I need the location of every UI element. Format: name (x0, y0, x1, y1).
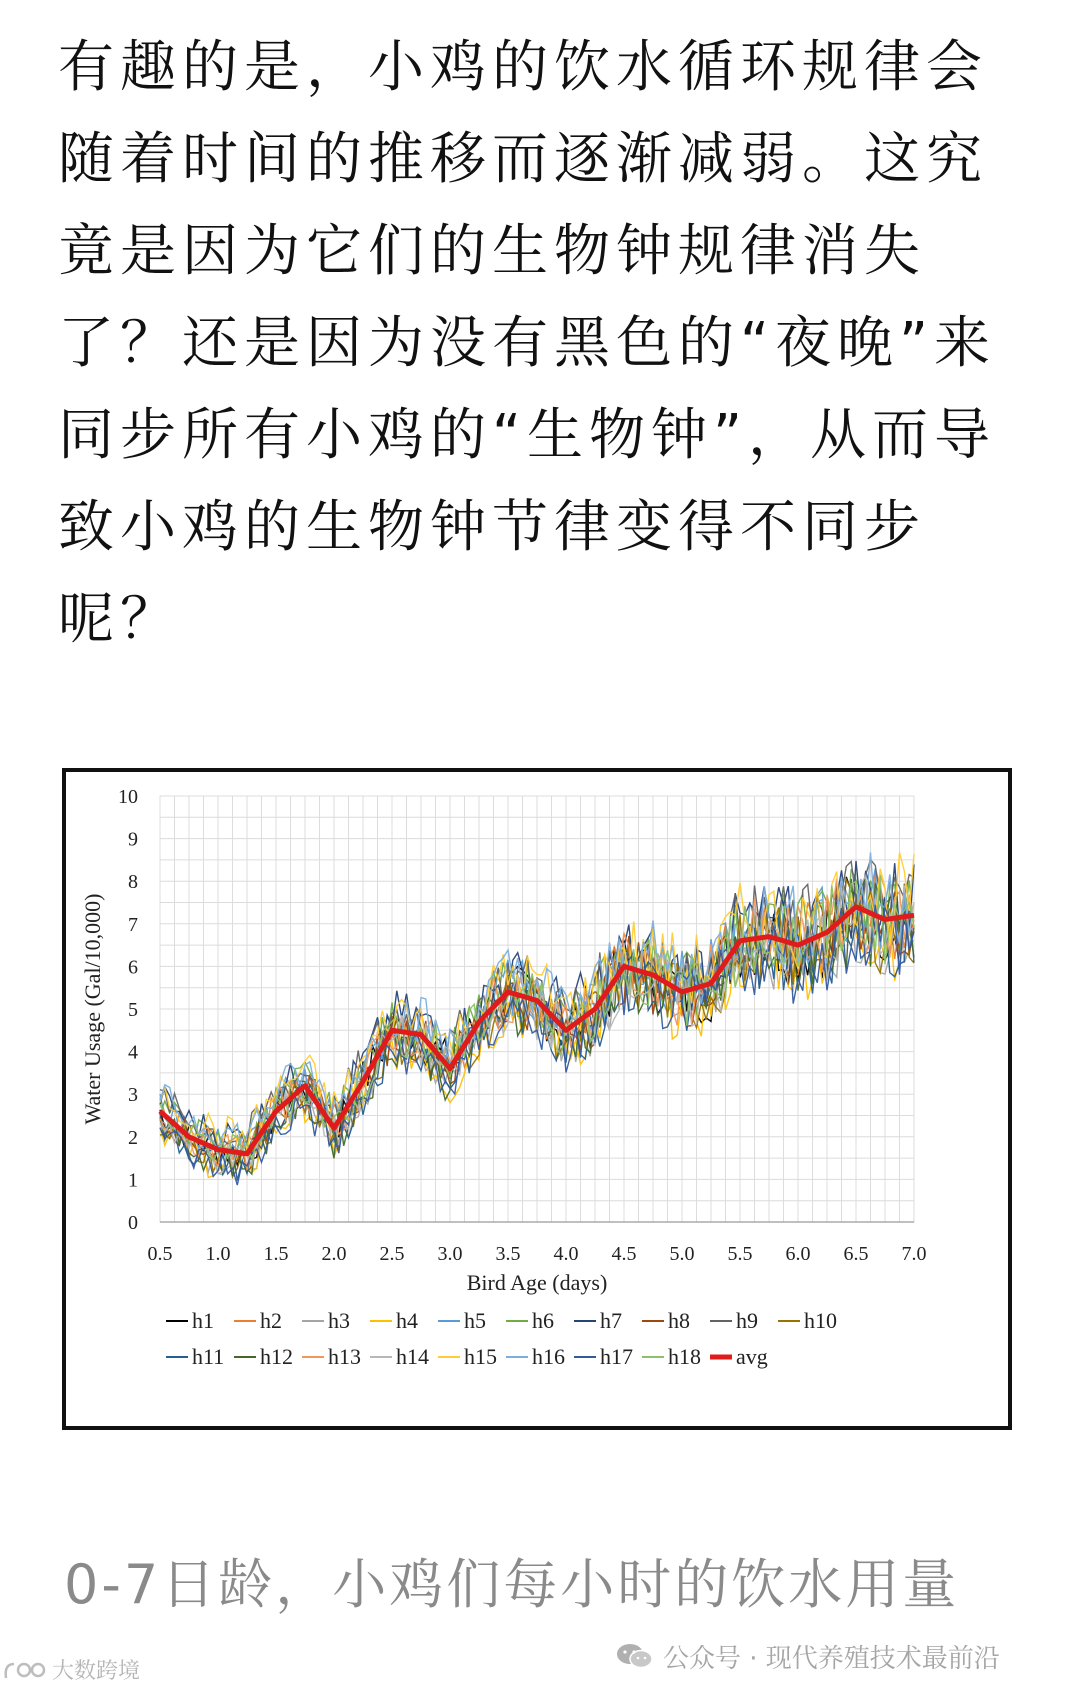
x-tick-label: 7.0 (901, 1243, 927, 1265)
legend-label-h11: h11 (192, 1344, 225, 1369)
y-tick-label: 10 (118, 786, 138, 808)
legend-label-h5: h5 (464, 1308, 486, 1333)
y-tick-label: 4 (128, 1041, 138, 1064)
legend-label-h12: h12 (260, 1344, 293, 1369)
legend-label-h18: h18 (668, 1344, 701, 1369)
x-tick-label: 4.5 (611, 1243, 637, 1265)
x-tick-label: 1.0 (205, 1243, 231, 1265)
y-tick-label: 9 (128, 828, 138, 851)
x-tick-label: 2.0 (321, 1243, 347, 1265)
figure-caption: 0-7日龄，小鸡们每小时的饮水用量 (64, 1553, 960, 1616)
wechat-icon (615, 1641, 655, 1671)
x-tick-label: 5.0 (669, 1243, 695, 1265)
x-tick-label: 3.0 (437, 1243, 463, 1265)
legend-label-h6: h6 (532, 1308, 554, 1333)
y-tick-label: 6 (128, 956, 138, 979)
x-tick-label: 2.5 (379, 1243, 405, 1265)
legend-label-h8: h8 (668, 1308, 690, 1333)
watermark-left-text: 大数跨境 (52, 1659, 141, 1684)
legend-label-h7: h7 (600, 1308, 622, 1333)
x-tick-label: 6.5 (843, 1243, 869, 1265)
y-tick-label: 1 (128, 1169, 138, 1192)
x-tick-label: 3.5 (495, 1243, 521, 1265)
legend-label-h10: h10 (804, 1308, 837, 1333)
x-axis-label: Bird Age (days) (466, 1270, 608, 1295)
chart-frame (62, 768, 1012, 1430)
y-tick-label: 8 (128, 871, 138, 894)
article-paragraph: 有趣的是，小鸡的饮水循环规律会随着时间的推移而逐渐减弱。这究竟是因为它们的生物钟规律消失了？还是因为没有黑色的“夜晚”来同步所有小鸡的“生物钟”，从而导致小鸡的生物钟节律变得不同步呢？ (58, 35, 997, 652)
watermark-wechat (615, 1636, 1000, 1676)
y-tick-label: 5 (128, 999, 138, 1021)
x-tick-label: 0.5 (147, 1243, 173, 1265)
x-tick-label: 4.0 (553, 1243, 579, 1265)
legend-label-h1: h1 (192, 1308, 214, 1333)
watermark-right-text: 公众号 · 现代养殖技术最前沿 (663, 1643, 1000, 1674)
legend-label-h9: h9 (736, 1308, 758, 1333)
watermark-brand (2, 1654, 140, 1685)
legend-label-h17: h17 (600, 1344, 633, 1369)
y-tick-label: 3 (128, 1084, 138, 1107)
legend-label-h3: h3 (328, 1308, 350, 1333)
x-tick-label: 1.5 (263, 1243, 289, 1265)
x-tick-label: 6.0 (785, 1243, 811, 1265)
legend-label-h14: h14 (396, 1344, 429, 1369)
y-tick-label: 7 (128, 913, 138, 936)
y-axis-label: Water Usage (Gal/10,000) (80, 893, 105, 1125)
legend-label-avg: avg (736, 1344, 768, 1369)
y-tick-label: 2 (128, 1126, 138, 1149)
y-tick-label: 0 (128, 1212, 138, 1234)
x-tick-label: 5.5 (727, 1243, 753, 1265)
legend-label-h2: h2 (260, 1308, 282, 1333)
legend-label-h4: h4 (396, 1308, 418, 1333)
legend-label-h13: h13 (328, 1344, 361, 1369)
legend-label-h16: h16 (532, 1344, 565, 1369)
legend-label-h15: h15 (464, 1344, 497, 1369)
water-usage-chart (66, 772, 1008, 1426)
brand-logo-icon (2, 1658, 50, 1682)
